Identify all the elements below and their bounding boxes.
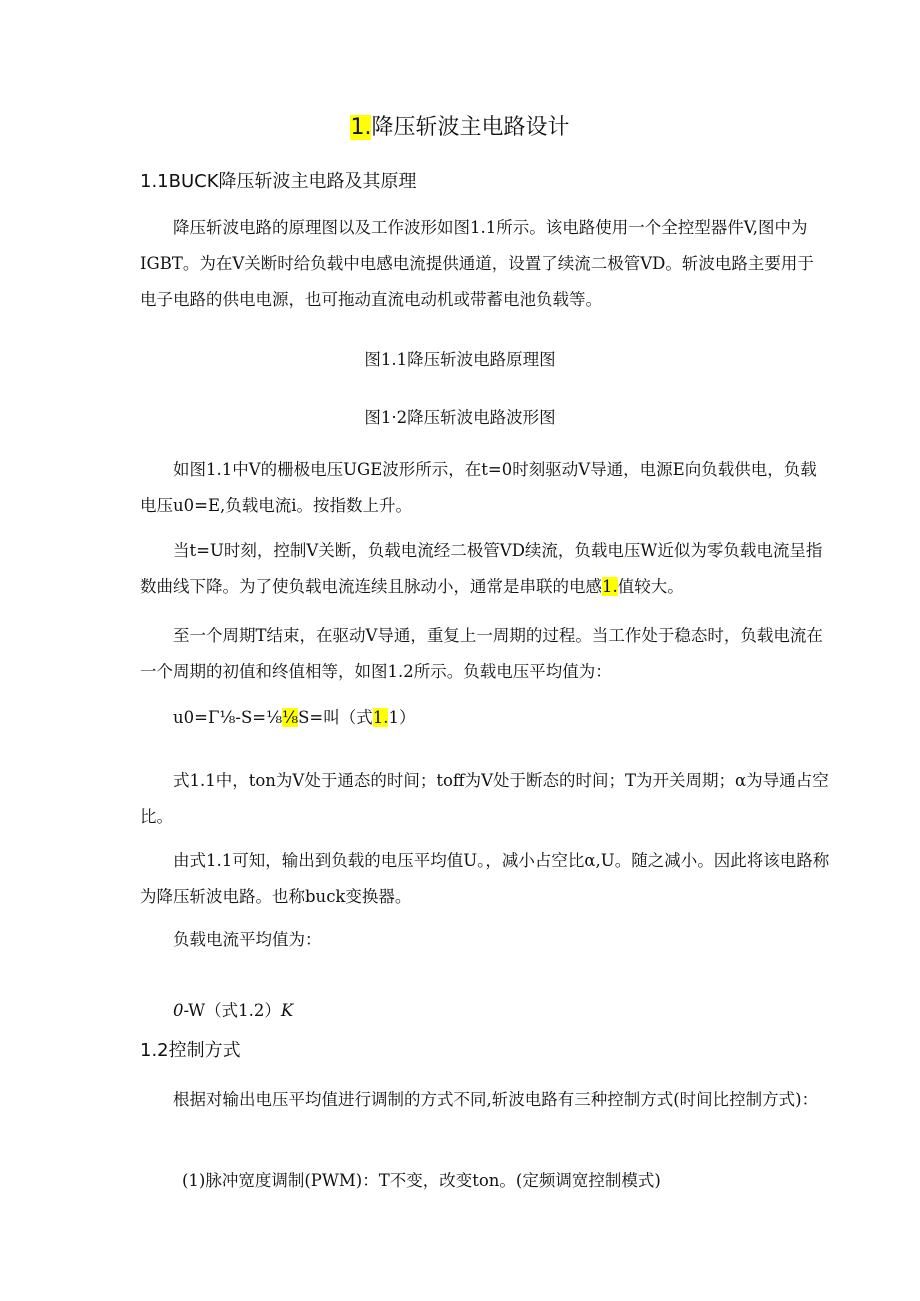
- eq1-text: u0=Γ⅛-S=⅛: [173, 708, 283, 727]
- paragraph-turnoff: [140, 533, 830, 605]
- eq2-italic-k: K: [280, 1001, 294, 1020]
- title-number: 1.: [350, 115, 372, 140]
- section-1-2-heading: 1.2控制方式: [140, 1040, 241, 1061]
- paragraph-avg-current: 负载电流平均值为：: [173, 930, 322, 949]
- equation-1-1: [140, 700, 830, 736]
- figure-caption-1: 图1.1降压斩波电路原理图: [364, 350, 556, 369]
- eq1-highlight-2: 1.: [372, 708, 389, 727]
- eq2-text: -W（式1.2）: [183, 1001, 281, 1020]
- page-title: [0, 110, 920, 146]
- turnoff-text: 当t=U时刻，控制V关断，负载电流经二极管VD续流，负载电压W近似为零负载电流呈指数曲线下降。为了使负载电流连续且脉动小，通常是串联的电感: [140, 541, 823, 596]
- paragraph-control-modes: 根据对输出电压平均值进行调制的方式不同,斩波电路有三种控制方式(时间比控制方式)：: [173, 1090, 819, 1109]
- eq1-text-end: 1）: [388, 708, 416, 727]
- eq1-text-mid: S=叫（式: [298, 708, 373, 727]
- list-item-pwm: (1)脉冲宽度调制(PWM)：T不变，改变ton。(定频调宽控制模式): [182, 1171, 661, 1190]
- turnoff-text-end: 值较大。: [617, 577, 684, 596]
- eq2-italic: 0: [173, 1001, 184, 1020]
- paragraph-steady-state: 至一个周期T结束，在驱动V导通，重复上一周期的过程。当工作处于稳态时，负载电流在一个周期的初值和终值相等，如图1.2所示。负载电压平均值为：: [140, 626, 823, 681]
- highlight-mark: 1.: [602, 577, 618, 596]
- paragraph-buck: 由式1.1可知，输出到负载的电压平均值U。，减小占空比α,U。随之减小。因此将该电路称为降压斩波电路。也称buck变换器。: [140, 851, 830, 906]
- paragraph-conduction: 如图1.1中V的栅极电压UGE波形所示，在t=0时刻驱动V导通，电源E向负载供电，负载电压u0=E,负载电流i。按指数上升。: [140, 460, 817, 515]
- section-1-1-heading: 1.1BUCK降压斩波主电路及其原理: [140, 171, 417, 192]
- equation-1-2: [140, 993, 830, 1029]
- title-text: 降压斩波主电路设计: [371, 115, 570, 140]
- paragraph-principle: 降压斩波电路的原理图以及工作波形如图1.1所示。该电路使用一个全控型器件V,图中为IGBT。为在V关断时给负载中电感电流提供通道，设置了续流二极管VD。斩波电路主要用于电子电路的供电电源，也可拖动直流电动机或带蓄电池负载等。: [140, 218, 814, 309]
- figure-caption-2: 图1·2降压斩波电路波形图: [364, 408, 556, 427]
- paragraph-variables: 式1.1中，ton为V处于通态的时间；toff为V处于断态的时间；T为开关周期；α为导通占空比。: [140, 771, 829, 826]
- eq1-highlight: ⅛: [282, 708, 299, 727]
